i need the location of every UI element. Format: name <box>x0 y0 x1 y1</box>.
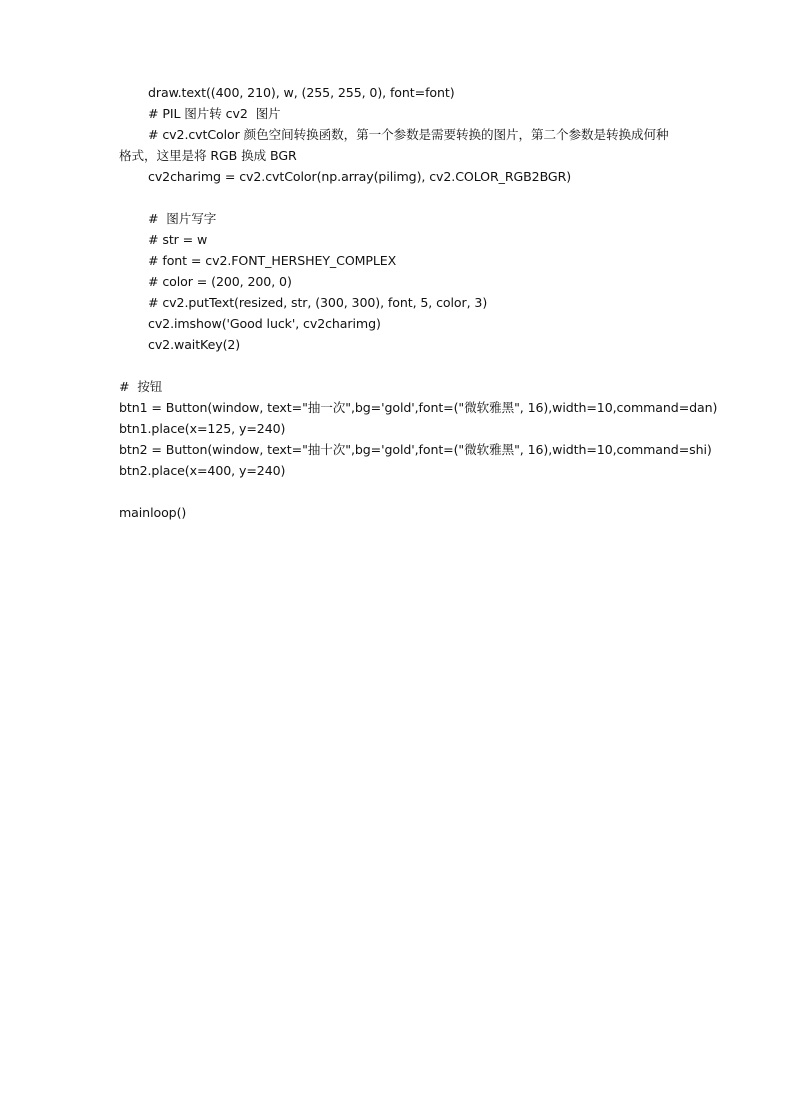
code-text-block <box>119 82 718 523</box>
code-line: btn2 = Button(window, text="抽十次",bg='gold',font=("微软雅黑", 16),width=10,command=shi) <box>119 442 712 457</box>
code-comment-line: # 按钮 <box>119 379 163 394</box>
code-line: cv2charimg = cv2.cvtColor(np.array(pilimg), cv2.COLOR_RGB2BGR) <box>148 169 572 184</box>
code-line: mainloop() <box>119 505 187 520</box>
code-comment-line: # 图片写字 <box>148 211 217 226</box>
blank-line <box>119 481 679 502</box>
blank-line <box>119 187 679 208</box>
code-comment-line: # cv2.putText(resized, str, (300, 300), font, 5, color, 3) <box>148 295 488 310</box>
code-line: btn1 = Button(window, text="抽一次",bg='gold',font=("微软雅黑", 16),width=10,command=dan) <box>119 400 718 415</box>
code-comment-line: # PIL 图片转 cv2 图片 <box>148 106 281 121</box>
code-line: cv2.imshow('Good luck', cv2charimg) <box>148 316 381 331</box>
code-comment-line: # color = (200, 200, 0) <box>148 274 292 289</box>
code-comment-line: # font = cv2.FONT_HERSHEY_COMPLEX <box>148 253 397 268</box>
code-line: btn1.place(x=125, y=240) <box>119 421 286 436</box>
code-comment-line: # str = w <box>148 232 208 247</box>
code-line: draw.text((400, 210), w, (255, 255, 0), font=font) <box>148 85 455 100</box>
code-comment-line: # cv2.cvtColor 颜色空间转换函数，第一个参数是需要转换的图片，第二个参数是转换成何种格式，这里是将 RGB 换成 BGR <box>119 127 669 163</box>
code-line: cv2.waitKey(2) <box>148 337 241 352</box>
code-line: btn2.place(x=400, y=240) <box>119 463 286 478</box>
blank-line <box>119 355 679 376</box>
